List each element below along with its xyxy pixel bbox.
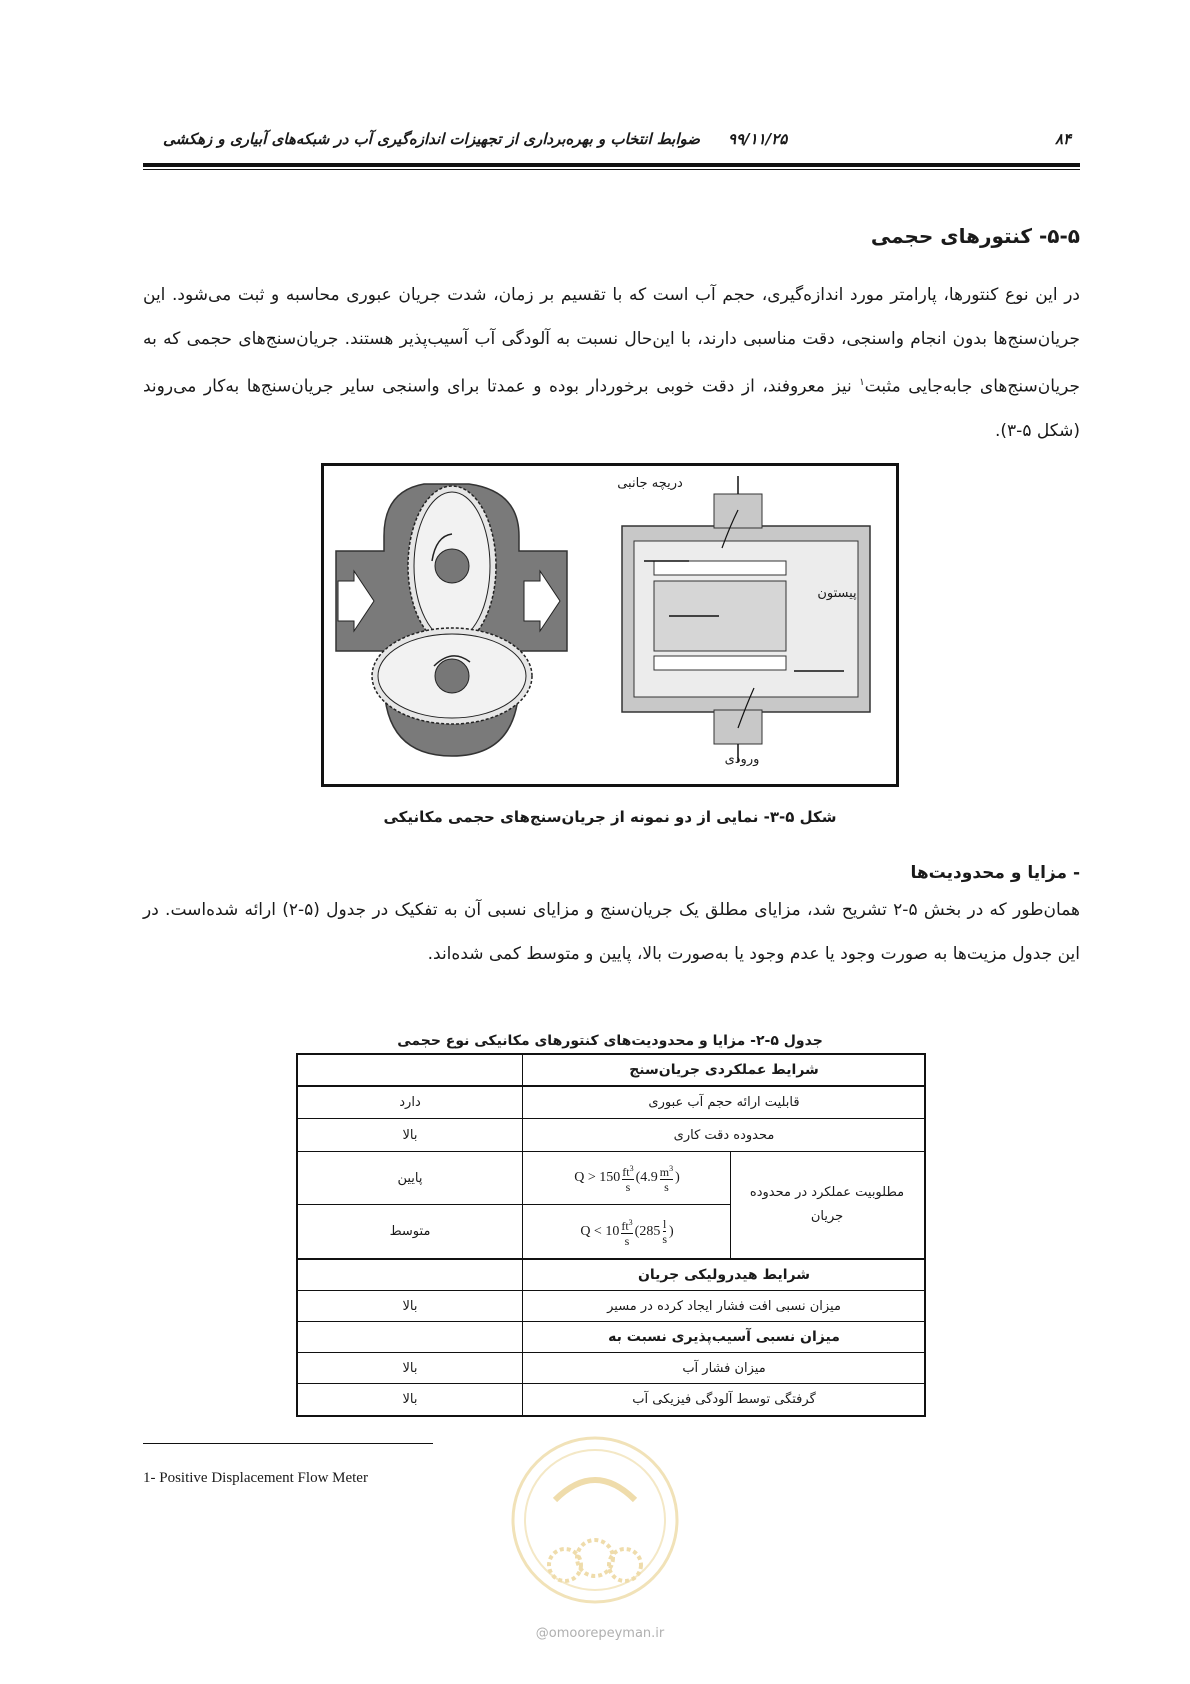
- table-title: جدول ۵-۲- مزایا و محدودیت‌های کنتورهای مکانیکی نوع حجمی: [397, 1033, 823, 1049]
- table-row-value: بالا: [402, 1298, 418, 1314]
- page-number: ۸۴: [1055, 130, 1072, 148]
- running-header-title: ضوابط انتخاب و بهره‌برداری از تجهیزات اندازه‌گیری آب در شبکه‌های آبیاری و زهکشی: [162, 130, 700, 148]
- watermark-logo: [505, 1430, 685, 1610]
- table-row-label: گرفتگی توسط آلودگی فیزیکی آب: [632, 1392, 816, 1407]
- advantages-table: [296, 1053, 926, 1417]
- header-rule-thin: [143, 169, 1080, 170]
- footnote-ref: ۱: [859, 377, 865, 388]
- table-row-value: بالا: [402, 1392, 418, 1407]
- flowmeter-diagrams: [324, 466, 896, 784]
- piston-label: پیستون: [817, 586, 857, 601]
- table-row-label: میزان نسبی افت فشار ایجاد کرده در مسیر: [607, 1298, 841, 1314]
- figure-caption: شکل ۵-۳- نمایی از دو نمونه از جریان‌سنج‌های حجمی مکانیکی: [383, 808, 837, 826]
- table-section-header: میزان نسبی آسیب‌پذیری نسبت به: [608, 1329, 840, 1345]
- intro-paragraph-text: در این نوع کنتورها، پارامتر مورد اندازه‌گیری، حجم آب است که با تقسیم بر زمان، شدت جریان عبوری محاسبه و ثبت می‌شود. این جریان‌سنج‌ها بدون انجام واسنجی، دقت مناسبی دارند، با این‌حال نسبت به آلودگی آب آسیب‌پذیر هستند. جریان‌سنج‌های حجمی که به جریان‌سنج‌های جابه‌جایی مثبت: [143, 285, 1081, 397]
- inlet-label: ورودی: [724, 752, 760, 767]
- table-row-label: محدوده دقت کاری: [673, 1127, 775, 1143]
- table-row-value: بالا: [402, 1127, 418, 1143]
- footnote-text: 1- Positive Displacement Flow Meter: [143, 1470, 368, 1486]
- watermark-url: @omoorepeyman.ir: [535, 1626, 665, 1641]
- table-row-label: قابلیت ارائه حجم آب عبوری: [648, 1094, 800, 1110]
- table-row-value: متوسط: [389, 1224, 431, 1239]
- table-row-label: میزان فشار آب: [682, 1360, 766, 1376]
- subsection-heading: - مزایا و محدودیت‌ها: [910, 863, 1080, 883]
- table-col-divider: [522, 1055, 523, 1415]
- flow-formula-low: Q < 10 $ft^3$ s (285 l s ): [580, 1217, 674, 1248]
- running-header-date: ۹۹/۱۱/۲۵: [728, 130, 788, 148]
- table-row-value: دارد: [399, 1094, 421, 1110]
- figure-flowmeters: [321, 463, 899, 787]
- table-section-header: شرایط هیدرولیکی جریان: [637, 1267, 811, 1283]
- table-group-label: مطلوبیت عملکرد در محدوده جریان: [749, 1185, 905, 1224]
- piston-meter-diagram: [622, 476, 870, 762]
- table-row-value: پایین: [397, 1170, 423, 1186]
- section-heading: ۵-۵- کنتورهای حجمی: [870, 224, 1080, 248]
- footnote-rule: [143, 1443, 433, 1444]
- table-group-divider: [730, 1152, 731, 1258]
- intro-paragraph: [143, 273, 1080, 453]
- intro-paragraph-end: نیز معروفند، از دقت خوبی برخوردار بوده و عمدتا برای واسنجی سایر جریان‌سنج‌ها به‌کار می‌روند (شکل ۵-۳).: [143, 376, 1080, 441]
- table-section-header: شرایط عملکردی جریان‌سنج: [629, 1062, 819, 1078]
- header-rule-thick: [143, 163, 1080, 167]
- advantages-paragraph: همان‌طور که در بخش ۵-۲ تشریح شد، مزایای مطلق یک جریان‌سنج و مزایای نسبی آن به تفکیک در جدول (۵-۲) ارائه شده‌است. در این جدول مزیت‌ها به صورت وجود یا عدم وجود یا به‌صورت بالا، پایین و متوسط کمی شده‌اند.: [143, 900, 1080, 964]
- table-row-value: بالا: [402, 1360, 418, 1376]
- oval-gear-meter-diagram: [336, 484, 567, 756]
- side-valve-label: دریچه جانبی: [617, 476, 683, 491]
- flow-formula-high: Q > 150 $ft^3$ s (4.9 $m^3$ s ): [574, 1164, 680, 1194]
